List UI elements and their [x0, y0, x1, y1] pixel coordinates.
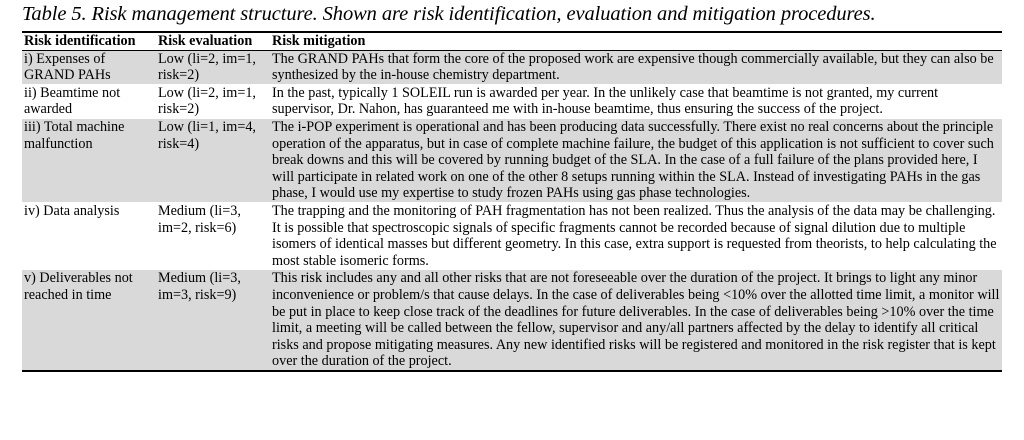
risk-management-table — [22, 31, 1002, 372]
risk-identification-cell: ii) Beamtime not awarded — [24, 84, 121, 118]
risk-evaluation-cell: Medium (li=3, im=2, risk=6) — [158, 202, 241, 236]
table-row — [22, 84, 1002, 118]
risk-evaluation-cell: Low (li=2, im=1, risk=2) — [156, 50, 270, 84]
header-risk-mitigation: Risk mitigation — [272, 33, 366, 49]
risk-mitigation-cell: In the past, typically 1 SOLEIL run is awarded per year. In the unlikely case that beamtime is not granted, my current supervisor, Dr. Nahon, has guaranteed me with in-house beamtime, thus ensuring the success of the project. — [272, 84, 939, 118]
table-row — [22, 270, 1002, 371]
risk-evaluation-cell: Low (li=2, im=1, risk=2) — [158, 84, 256, 118]
header-risk-identification: Risk identification — [24, 33, 136, 49]
risk-mitigation-cell: This risk includes any and all other risks that are not foreseeable over the duration of the project. It brings to light any minor inconvenience or problem/s that cause delays. In the case of deliverables being <10% over the allotted time limit, a monitor will be put in place to keep close track of the deadlines for future deliverables. In the case of deliverables being >10% over the time limit, a meeting will be called between the fellow, supervisor and any/all partners affected by the delay to identify all critical risks and propose mitigating measures. Any new identified risks will be registered and monitored in the risk register that is kept over the duration of the project. — [270, 270, 1002, 371]
risk-mitigation-cell: The i-POP experiment is operational and has been producing data successfully. There exist no real concerns about the principle operation of the apparatus, but in case of complete machine failure, the budget of this application is not sufficient to cover such break downs and this will be covered by running budget of the SLA. In the case of a full failure of the plans provided here, I will participate in related work on one of the other 8 setups running within the SLA. Instead of investigating PAHs in the gas phase, I would use my expertise to study frozen PAHs using gas phase technologies. — [270, 118, 1002, 202]
table-caption: Table 5. Risk management structure. Shown are risk identification, evaluation and mitigation procedures. — [22, 3, 876, 25]
table-row — [22, 118, 1002, 202]
risk-mitigation-cell: The trapping and the monitoring of PAH fragmentation has not been realized. Thus the analysis of the data may be challenging. It is possible that spectroscopic signals of specific fragments cannot be recorded because of signal dilution due to multiple isomers of identical masses but different geometry. In this case, extra support is requested from theorists, to help calculating the most stable isomeric forms. — [272, 202, 997, 269]
risk-identification-cell: iv) Data analysis — [24, 202, 120, 219]
risk-evaluation-cell: Low (li=1, im=4, risk=4) — [156, 118, 270, 202]
table-row — [22, 50, 1002, 84]
risk-evaluation-cell: Medium (li=3, im=3, risk=9) — [156, 270, 270, 371]
risk-identification-cell: v) Deliverables not reached in time — [22, 270, 156, 371]
table-row — [22, 202, 1002, 269]
header-risk-evaluation: Risk evaluation — [158, 33, 253, 49]
risk-identification-cell: iii) Total machine malfunction — [22, 118, 156, 202]
risk-mitigation-cell: The GRAND PAHs that form the core of the proposed work are expensive though commercially available, but they can also be synthesized by the in-house chemistry department. — [270, 50, 1002, 84]
risk-identification-cell: i) Expenses of GRAND PAHs — [22, 50, 156, 84]
table-header-row — [22, 32, 1002, 50]
